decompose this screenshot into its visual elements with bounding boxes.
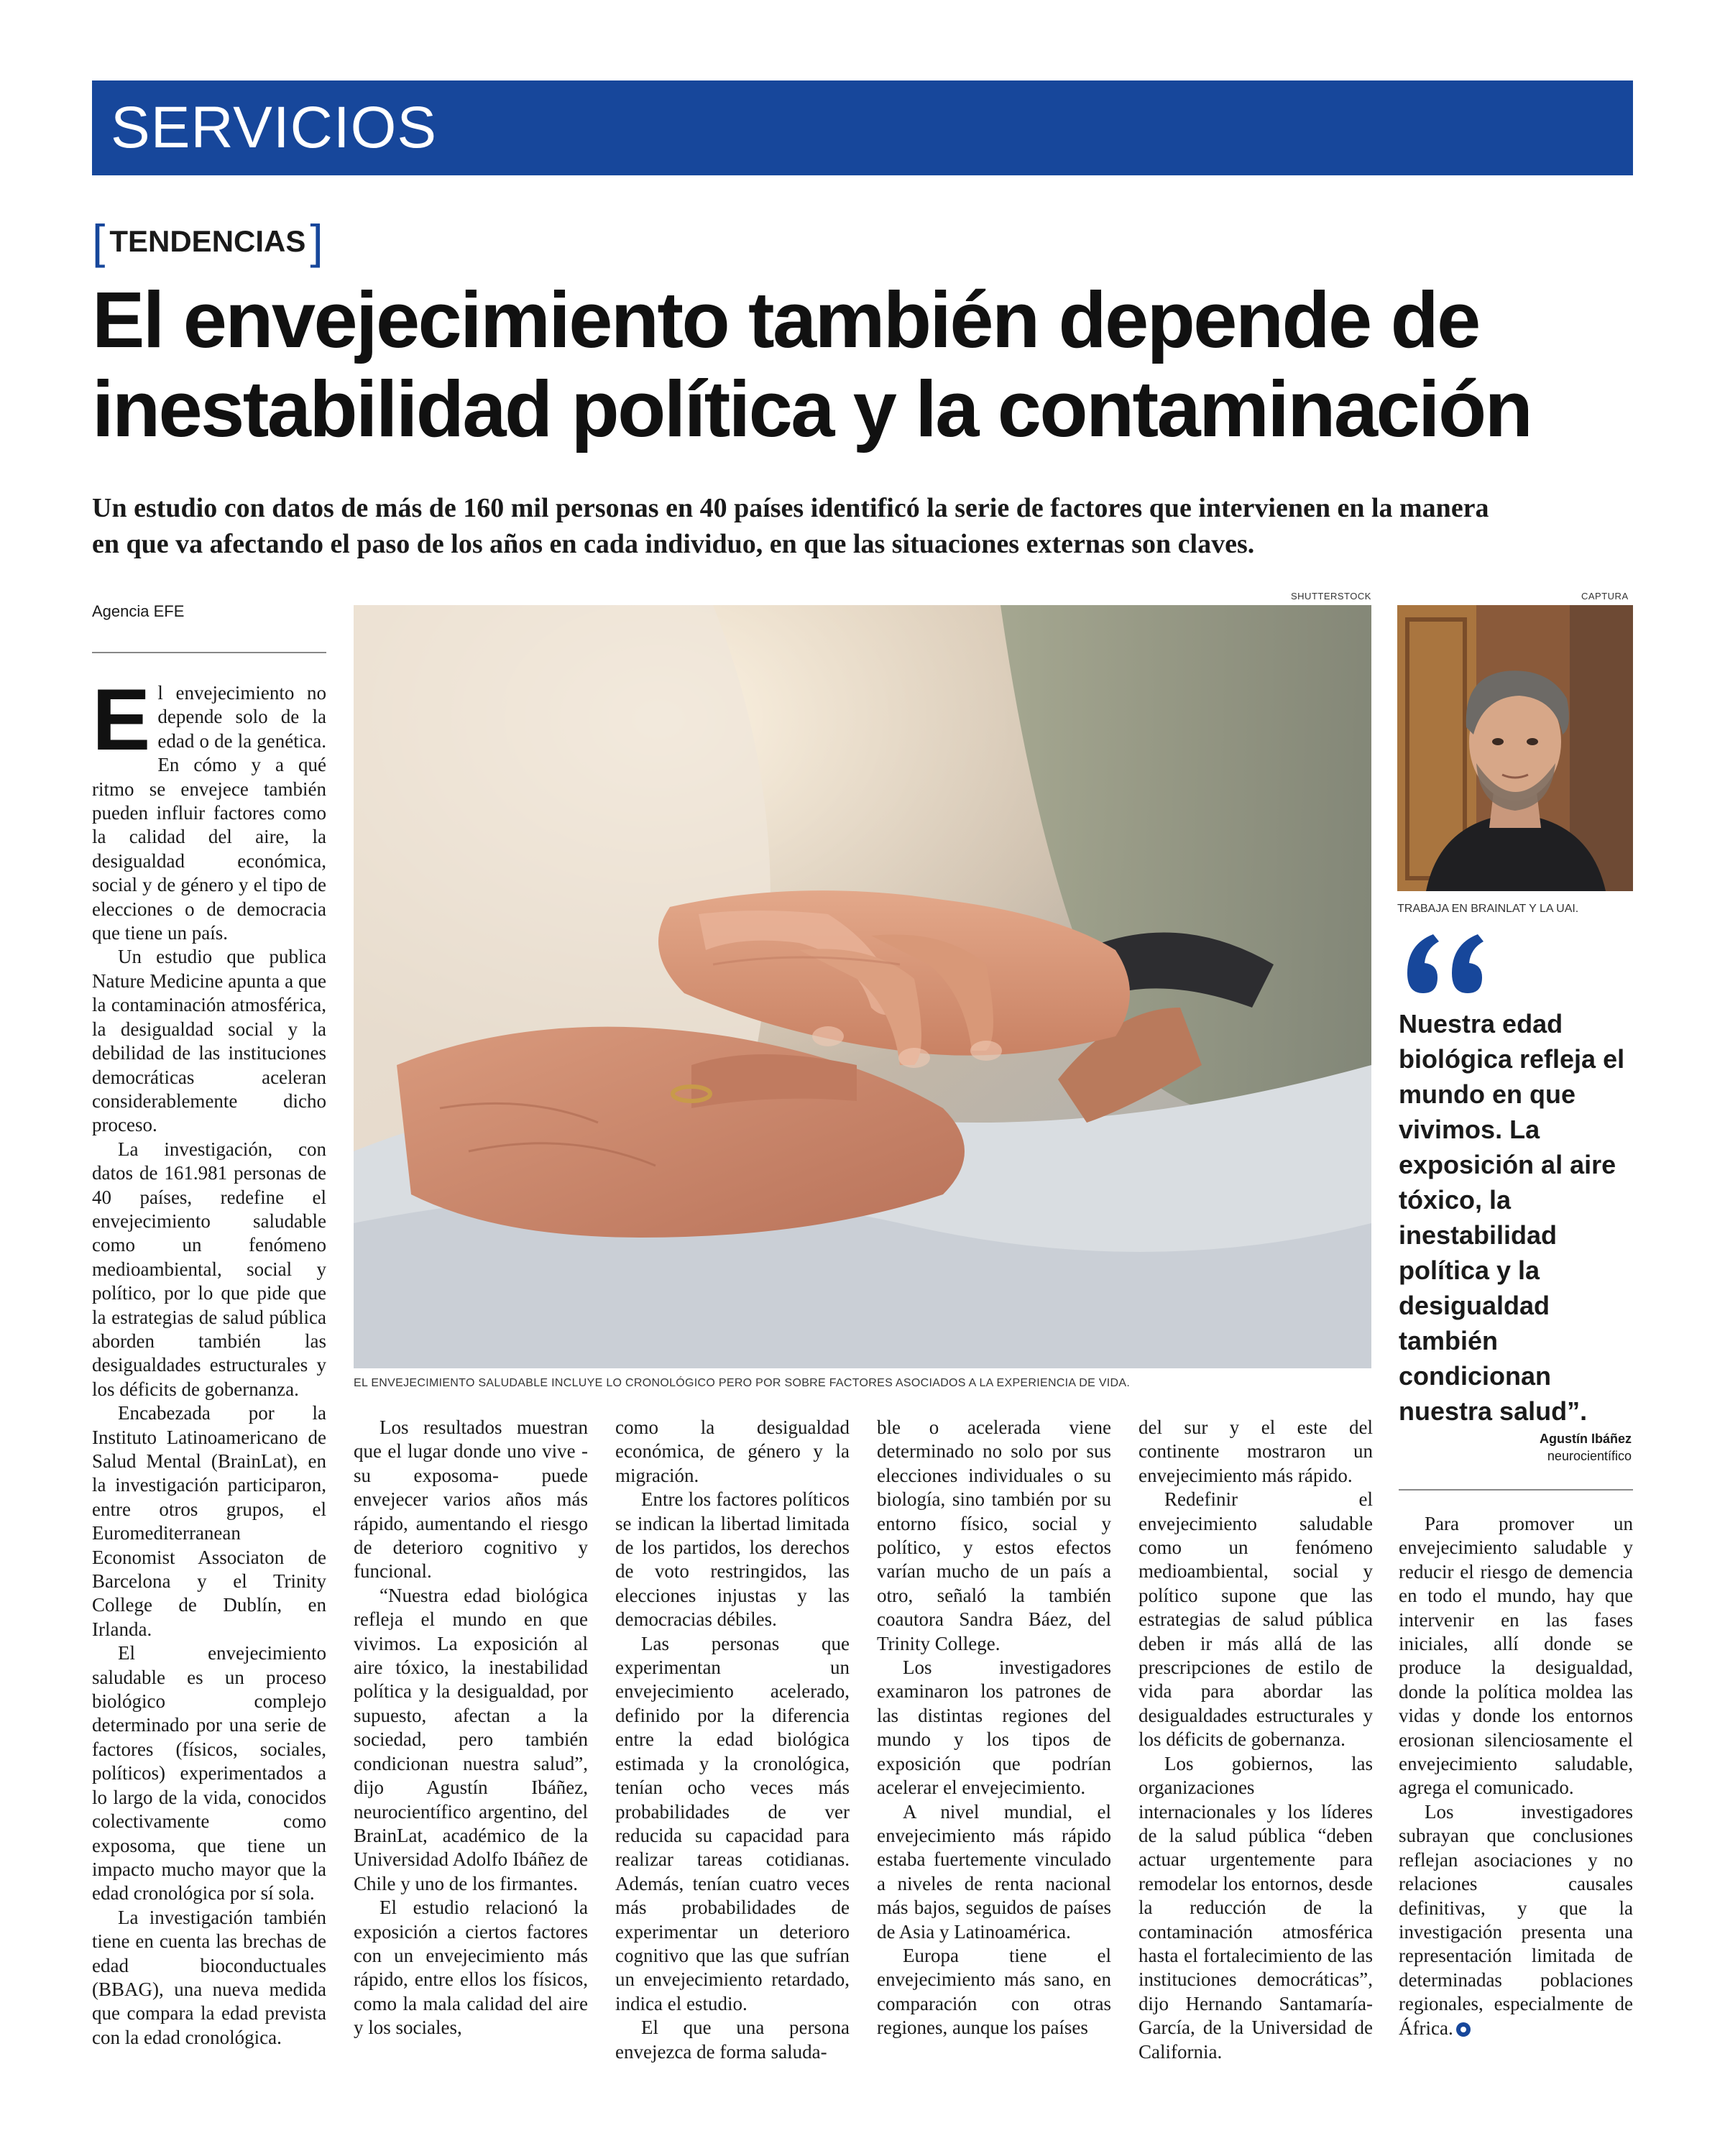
article-column-5 xyxy=(1138,1416,1373,2084)
kicker-close-bracket: ] xyxy=(310,215,323,268)
article-column-3 xyxy=(615,1416,850,2084)
body-paragraph: Para promover un envejecimiento saludable y reducir el riesgo de demencia en todo el mundo, hay que intervenir en las fases iniciales, allí donde se produce la desigualdad, donde la política moldea las vidas y donde los entornos erosionan silenciosamente el envejecimiento saludable, agrega el comunicado. xyxy=(1399,1513,1633,1799)
kicker-open-bracket: [ xyxy=(92,215,106,268)
body-paragraph: Los resultados muestran que el lugar donde uno vive -su exposoma- puede envejecer varios años más rápido, aumentando el riesgo de deterioro cognitivo y funcional. xyxy=(354,1416,588,1583)
body-paragraph xyxy=(1399,1800,1633,2040)
main-photo-credit: SHUTTERSTOCK xyxy=(1291,591,1371,602)
body-paragraph: ble o acelerada viene determinado no solo por sus elecciones individuales o su biología, sino también por su entorno físico, social y político, y estos efectos varían mucho de un país a otro, señaló la también coautora Sandra Báez, del Trinity College. xyxy=(877,1416,1111,1654)
body-paragraph: Europa tiene el envejecimiento más sano, en comparación con otras regiones, aunque los países xyxy=(877,1944,1111,2039)
end-of-article-icon xyxy=(1456,2022,1471,2037)
kicker-label: TENDENCIAS xyxy=(109,224,306,258)
body-paragraph: El envejecimiento saludable es un proceso biológico complejo determinado por una serie de factores (físicos, sociales, políticos) experimentados a lo largo de la vida, conocidos colectivamente como exposoma, que tiene un impacto mucho mayor que la edad cronológica por sí sola. xyxy=(92,1642,326,1904)
body-paragraph: Redefinir el envejecimiento saludable como un fenómeno medioambiental, social y político supone que las estrategias de salud pública deben ir más allá de las prescripciones de estilo de vida para abordar las desigualdades estructurales y los déficits de gobernanza. xyxy=(1138,1488,1373,1751)
hands-photo-illustration xyxy=(354,605,1371,1368)
pull-quote-divider xyxy=(1399,1489,1633,1491)
body-paragraph: Entre los factores políticos se indican la libertad limitada de los partidos, los derechos de voto restringidos, las elecciones injustas y las democracias débiles. xyxy=(615,1488,850,1631)
side-photo-credit: CAPTURA xyxy=(1581,591,1629,602)
section-label: SERVICIOS xyxy=(111,95,438,160)
body-paragraph: “Nuestra edad biológica refleja el mundo en que vivimos. La exposición al aire tóxico, la inestabilidad política y la desigualdad, por supuesto, afectan a la sociedad, pero también condicionan nuestra salud”, dijo Agustín Ibáñez, neurocientífico argentino, del BrainLat, académico de la Universidad Adolfo Ibáñez de Chile y uno de los firmantes. xyxy=(354,1584,588,1894)
body-paragraph: El estudio relacionó la exposición a ciertos factores con un envejecimiento más rápido, entre ellos los físicos, como la mala calidad del aire y los sociales, xyxy=(354,1897,588,2039)
body-paragraph: La investigación, con datos de 161.981 personas de 40 países, redefine el envejecimiento saludable como un fenómeno medioambiental, social y político, por lo que pide que la estrategias de salud pública aborden también las desigualdades estructurales y los déficits de gobernanza. xyxy=(92,1138,326,1400)
article-column-2 xyxy=(354,1416,588,2084)
body-paragraph xyxy=(92,681,326,945)
dek-line-2: en que va afectando el paso de los años en cada individuo, en que las situaciones externas son claves. xyxy=(92,529,1255,559)
headline-line-1: El envejecimiento también depende de xyxy=(92,276,1479,364)
body-paragraph: Encabezada por la Instituto Latinoamericano de Salud Mental (BrainLat), en la investigación participaron, entre otros grupos, el Euromediterranean Economist Associaton de Barcelona y el Trinity College de Dublín, en Irlanda. xyxy=(92,1402,326,1640)
article-column-6 xyxy=(1399,1512,1633,2084)
body-paragraph: como la desigualdad económica, de género y la migración. xyxy=(615,1416,850,1486)
headline-line-2: inestabilidad política y la contaminación xyxy=(92,365,1532,453)
article-column-4 xyxy=(877,1416,1111,2084)
body-paragraph: Los gobiernos, las organizaciones internacionales y los líderes de la salud pública “deben actuar urgentemente para remodelar los entornos, desde la reducción de la contaminación atmosférica hasta el fortalecimiento de las instituciones democráticas”, dijo Hernando Santamaría-García, de la Universidad de California. xyxy=(1138,1752,1373,2063)
body-paragraph: La investigación también tiene en cuenta las brechas de edad bioconductuales (BBAG), una nueva medida que compara la edad prevista con la edad cronológica. xyxy=(92,1906,326,2048)
drop-cap: E xyxy=(92,681,151,768)
side-photo-caption: TRABAJA EN BRAINLAT Y LA UAI. xyxy=(1397,903,1579,915)
pull-quote-attribution xyxy=(1540,1430,1632,1465)
quote-mark-icon xyxy=(1402,931,1488,998)
body-text: Los investigadores subrayan que conclusiones reflejan asociaciones y no relaciones causales definitivas, y que la investigación presenta una representación limitada de determinadas poblaciones regionales, especialmente de África. xyxy=(1399,1800,1633,2039)
body-paragraph: del sur y el este del continente mostraron un envejecimiento más rápido. xyxy=(1138,1416,1373,1486)
pull-quote-author: Agustín Ibáñez xyxy=(1539,1432,1632,1446)
body-text: l envejecimiento no depende solo de la edad o de la genética. En cómo y a qué ritmo se envejece también pueden influir factores como la calidad del aire, la desigualdad económica, social y de género y el tipo de elecciones o de democracia que tiene un país. xyxy=(92,682,326,944)
pull-quote-role: neurocientífico xyxy=(1547,1449,1632,1463)
body-paragraph: El que una persona envejezca de forma saluda- xyxy=(615,2017,850,2063)
body-paragraph: Los investigadores examinaron los patrones de las distintas regiones del mundo y los tipos de exposición que podrían acelerar el envejecimiento. xyxy=(877,1657,1111,1799)
section-header xyxy=(92,80,1633,175)
body-paragraph: Las personas que experimentan un envejecimiento acelerado, definido por la diferencia entre la edad biológica estimada y la cronológica, tenían ocho veces más probabilidades de ver reducida su capacidad para realizar tareas cotidianas. Además, tenían cuatro veces más probabilidades de experimentar un deterioro cognitivo que las que sufrían un envejecimiento retardado, indica el estudio. xyxy=(615,1632,850,2014)
pull-quote: Nuestra edad biológica refleja el mundo en que vivimos. La exposición al aire tóxico, la inestabilidad política y la desigualdad también condicionan nuestra salud”. xyxy=(1399,1009,1625,1426)
kicker xyxy=(92,216,323,267)
side-photo xyxy=(1397,605,1633,891)
body-paragraph: A nivel mundial, el envejecimiento más rápido estaba fuertemente vinculado a niveles de renta nacional más bajos, seguidos de países de Asia y Latinoamérica. xyxy=(877,1800,1111,1943)
main-photo xyxy=(354,605,1371,1368)
dek xyxy=(92,490,1637,562)
byline-divider xyxy=(92,652,326,653)
dek-line-1: Un estudio con datos de más de 160 mil personas en 40 países identificó la serie de factores que intervienen en la manera xyxy=(92,493,1489,523)
article-column-1 xyxy=(92,681,326,2084)
portrait-photo-illustration xyxy=(1397,605,1633,891)
body-paragraph: Un estudio que publica Nature Medicine apunta a que la contaminación atmosférica, la desigualdad social y la debilidad de las instituciones democráticas aceleran considerablemente dicho proceso. xyxy=(92,946,326,1136)
headline xyxy=(92,276,1644,454)
byline: Agencia EFE xyxy=(92,602,185,620)
main-photo-caption: EL ENVEJECIMIENTO SALUDABLE INCLUYE LO CRONOLÓGICO PERO POR SOBRE FACTORES ASOCIADOS A LA EXPERIENCIA DE VIDA. xyxy=(354,1377,1131,1389)
